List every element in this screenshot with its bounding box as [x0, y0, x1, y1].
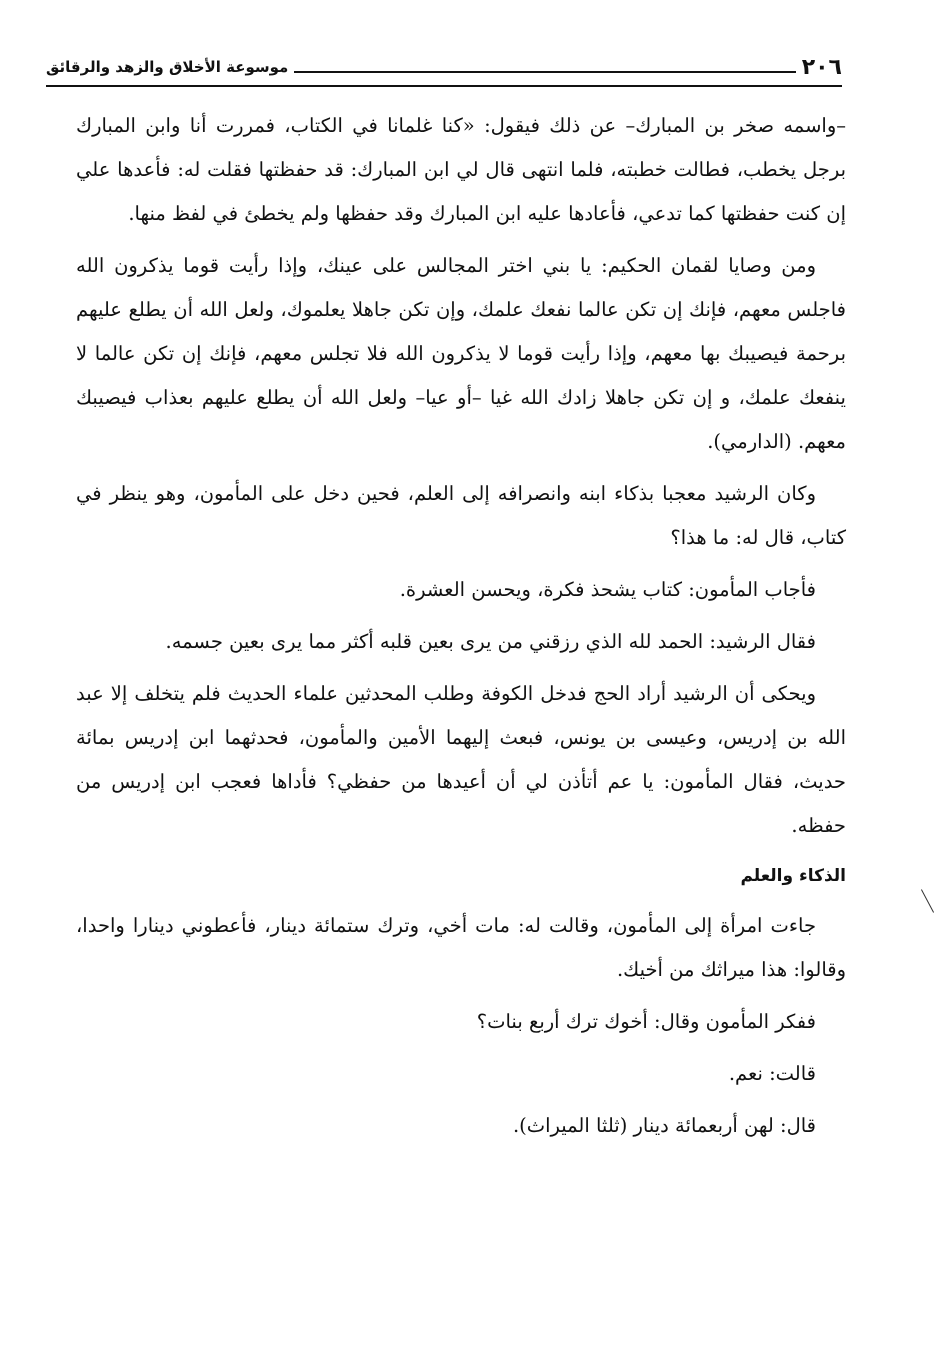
paragraph-rashid-and-mamun: وكان الرشيد معجبا بذكاء ابنه وانصرافه إلى العلم، فحين دخل على المأمون، وهو ينظر في كتاب، قال له: ما هذا؟ — [76, 482, 846, 549]
paragraph-rashid-hajj: ويحكى أن الرشيد أراد الحج فدخل الكوفة وطلب المحدثين علماء الحديث فلم يتخلف إلا عبد الله بن إدريس، وعيسى بن يونس، فبعث إليهما الأمين والمأمون، فحدثهما ابن إدريس بمائة حديث، فقال المأمون: يا عم أتأذن لي أن أعيدها من حفظي؟ فأداها فعجب ابن إدريس من حفظه. — [76, 682, 846, 837]
paragraph-luqman-advice: ومن وصايا لقمان الحكيم: يا بني اختر المجالس على عينك، وإذا رأيت قوما يذكرون الله فاجلس معهم، فإنك إن تكن عالما نفعك علمك، وإن تكن جاهلا يعلموك، ولعل الله أن يطلع عليهم برحمة فيصيبك بها معهم، وإذا رأيت قوما لا يذكرون الله فلا تجلس معهم، فإنك إن تكن عالما لا ينفعك علمك، و إن تكن جاهلا زادك الله غيا –أو عيا– ولعل الله أن يطلع عليهم بعذاب فيصيبك معهم. (الدارمي). — [76, 254, 846, 453]
paragraph-mamun-calculation: قال: لهن أربعمائة دينار (ثلثا الميراث). — [512, 1114, 816, 1137]
header-rule — [294, 71, 795, 73]
page-number: ٢٠٦ — [801, 54, 842, 80]
paragraph-mamun-answer: فأجاب المأمون: كتاب يشحذ فكرة، ويحسن العشرة. — [399, 578, 816, 601]
paragraph-woman-reply: قالت: نعم. — [728, 1062, 816, 1085]
paragraph-rashid-praise: فقال الرشيد: الحمد لله الذي رزقني من يرى بعين قلبه أكثر مما يرى بعين جسمه. — [165, 630, 816, 653]
paragraph-mamun-question: ففكر المأمون وقال: أخوك ترك أربع بنات؟ — [476, 1010, 816, 1033]
paragraph-woman-inheritance: جاءت امرأة إلى المأمون، وقالت له: مات أخي، وترك ستمائة دينار، فأعطوني دينارا واحدا، وقالوا: هذا ميراثك من أخيك. — [76, 914, 846, 981]
header-divider — [46, 85, 842, 87]
page-header — [46, 50, 842, 84]
paragraph-ibn-mubarak-memory: –واسمه صخر بن المبارك– عن ذلك فيقول: «كنا غلمانا في الكتاب، فمررت أنا وابن المبارك برجل يخطب، فطالت خطبته، فلما انتهى قال لي ابن المبارك: قد حفظتها فقلت له: فأعدها علي إن كنت حفظتها كما تدعي، فأعادها عليه ابن المبارك وقد حفظها ولم يخطئ في لفظ منها. — [76, 114, 846, 225]
page-body — [76, 104, 846, 1156]
running-title: موسوعة الأخلاق والزهد والرقائق — [46, 58, 289, 76]
scan-edge-mark — [921, 889, 934, 912]
section-heading: الذكاء والعلم — [740, 866, 846, 886]
